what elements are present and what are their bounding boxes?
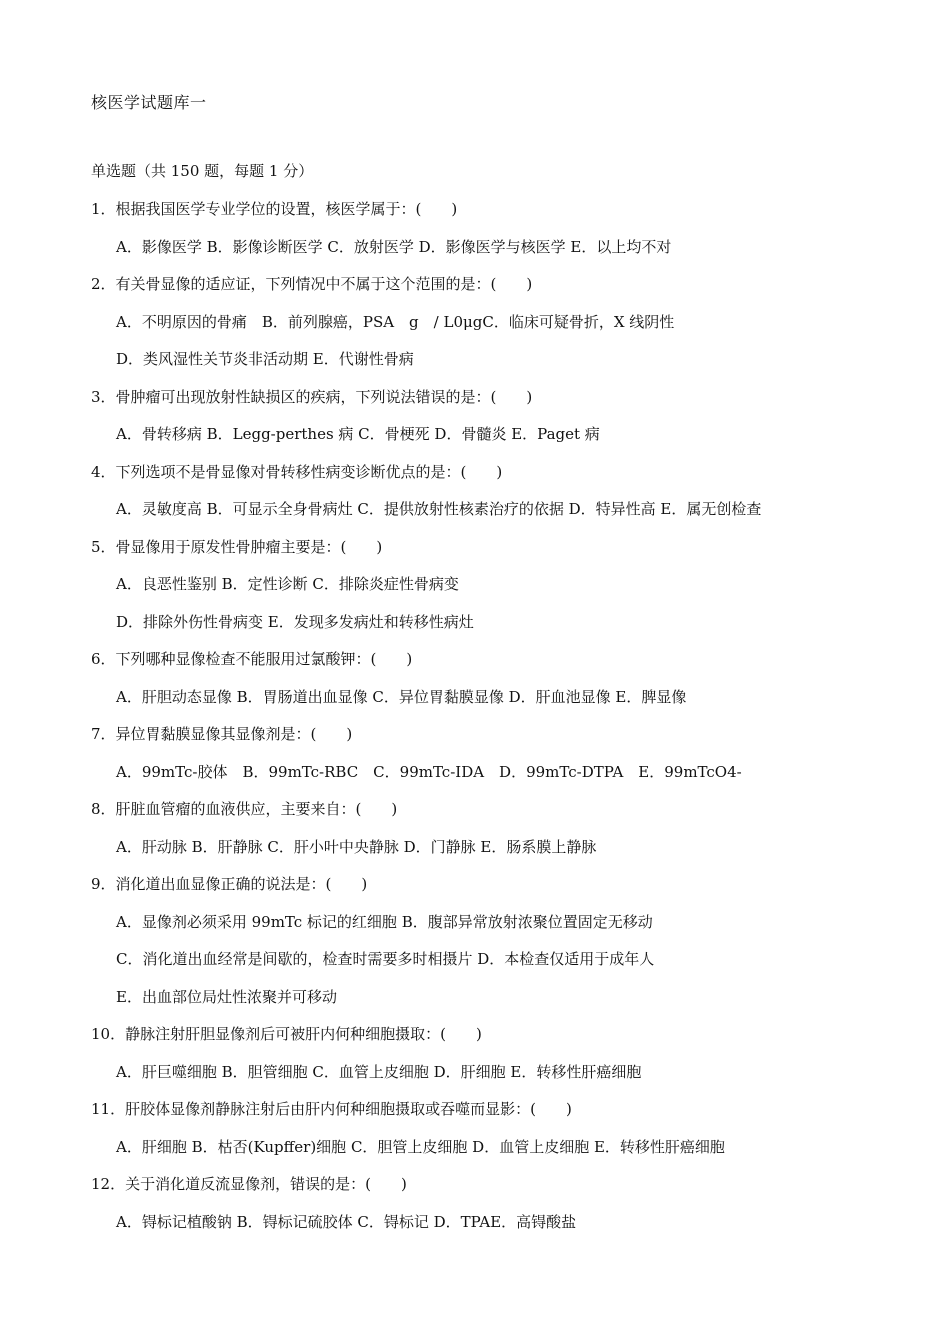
question-7 (91, 722, 871, 797)
question-8 (91, 797, 871, 872)
question-stem: 4．下列选项不是骨显像对骨转移性病变诊断优点的是：( ) (91, 462, 503, 481)
question-4 (91, 460, 871, 535)
question-options: A．灵敏度高 B．可显示全身骨病灶 C．提供放射性核素治疗的依据 D．特异性高 E．属无创检查 (116, 500, 762, 518)
question-options: A．肝动脉 B．肝静脉 C．肝小叶中央静脉 D．门静脉 E．肠系膜上静脉 (116, 837, 597, 856)
question-stem: 1．根据我国医学专业学位的设置，核医学属于：( ) (91, 200, 458, 218)
question-1 (91, 197, 871, 272)
question-stem: 8．肝脏血管瘤的血液供应，主要来自：( ) (91, 800, 398, 818)
question-options: A．肝胆动态显像 B．胃肠道出血显像 C．异位胃黏膜显像 D．肝血池显像 E．脾显像 (116, 687, 687, 706)
question-options: D．排除外伤性骨病变 E．发现多发病灶和转移性病灶 (116, 612, 474, 631)
question-stem: 12．关于消化道反流显像剂，错误的是：( ) (91, 1175, 407, 1193)
question-options: A．锝标记植酸钠 B．锝标记硫胶体 C．锝标记 D．TPAE．高锝酸盐 (116, 1212, 577, 1231)
section-heading: 单选题（共 150 题，每题 1 分） (91, 162, 314, 180)
question-stem: 7．异位胃黏膜显像其显像剂是：( ) (91, 725, 353, 743)
question-options: C．消化道出血经常是间歇的，检查时需要多时相摄片 D．本检查仅适用于成年人 (116, 950, 655, 968)
question-12 (91, 1172, 871, 1247)
question-stem: 2．有关骨显像的适应证，下列情况中不属于这个范围的是：( ) (91, 275, 533, 293)
question-options: A．99mTc-胶体 B．99mTc-RBC C．99mTc-IDA D．99mTc-DTPA E．99mTcO4- (116, 762, 742, 781)
question-11 (91, 1097, 871, 1172)
question-list (91, 197, 871, 1247)
question-stem: 11．肝胶体显像剂静脉注射后由肝内何种细胞摄取或吞噬而显影：( ) (91, 1100, 572, 1118)
question-options: A．良恶性鉴别 B．定性诊断 C．排除炎症性骨病变 (116, 575, 459, 593)
question-options: A．肝细胞 B．枯否(Kupffer)细胞 C．胆管上皮细胞 D．血管上皮细胞 E．转移性肝癌细胞 (116, 1137, 725, 1156)
question-2 (91, 272, 871, 385)
question-9 (91, 872, 871, 1022)
question-10 (91, 1022, 871, 1097)
question-options: A．肝巨噬细胞 B．胆管细胞 C．血管上皮细胞 D．肝细胞 E．转移性肝癌细胞 (116, 1062, 642, 1081)
question-options: A．显像剂必须采用 99mTc 标记的红细胞 B．腹部异常放射浓聚位置固定无移动 (116, 912, 653, 931)
question-stem: 3．骨肿瘤可出现放射性缺损区的疾病，下列说法错误的是：( ) (91, 387, 533, 406)
question-options: E．出血部位局灶性浓聚并可移动 (116, 987, 337, 1006)
question-options: A．骨转移病 B．Legg-perthes 病 C．骨梗死 D．骨髓炎 E．Paget 病 (116, 425, 600, 443)
question-6 (91, 647, 871, 722)
question-stem: 5．骨显像用于原发性骨肿瘤主要是：( ) (91, 537, 383, 556)
question-options: A．影像医学 B．影像诊断医学 C．放射医学 D．影像医学与核医学 E．以上均不对 (116, 237, 672, 256)
question-options: A．不明原因的骨痛 B．前列腺癌，PSA g / L0μgC．临床可疑骨折，X 线阴性 (116, 312, 675, 331)
document-title: 核医学试题库一 (91, 93, 207, 112)
question-stem: 9．消化道出血显像正确的说法是：( ) (91, 875, 368, 893)
question-5 (91, 535, 871, 648)
question-options: D．类风湿性关节炎非活动期 E．代谢性骨病 (116, 350, 414, 368)
question-3 (91, 385, 871, 460)
question-stem: 10．静脉注射肝胆显像剂后可被肝内何种细胞摄取：( ) (91, 1025, 482, 1043)
question-stem: 6．下列哪种显像检查不能服用过氯酸钾：( ) (91, 650, 413, 668)
